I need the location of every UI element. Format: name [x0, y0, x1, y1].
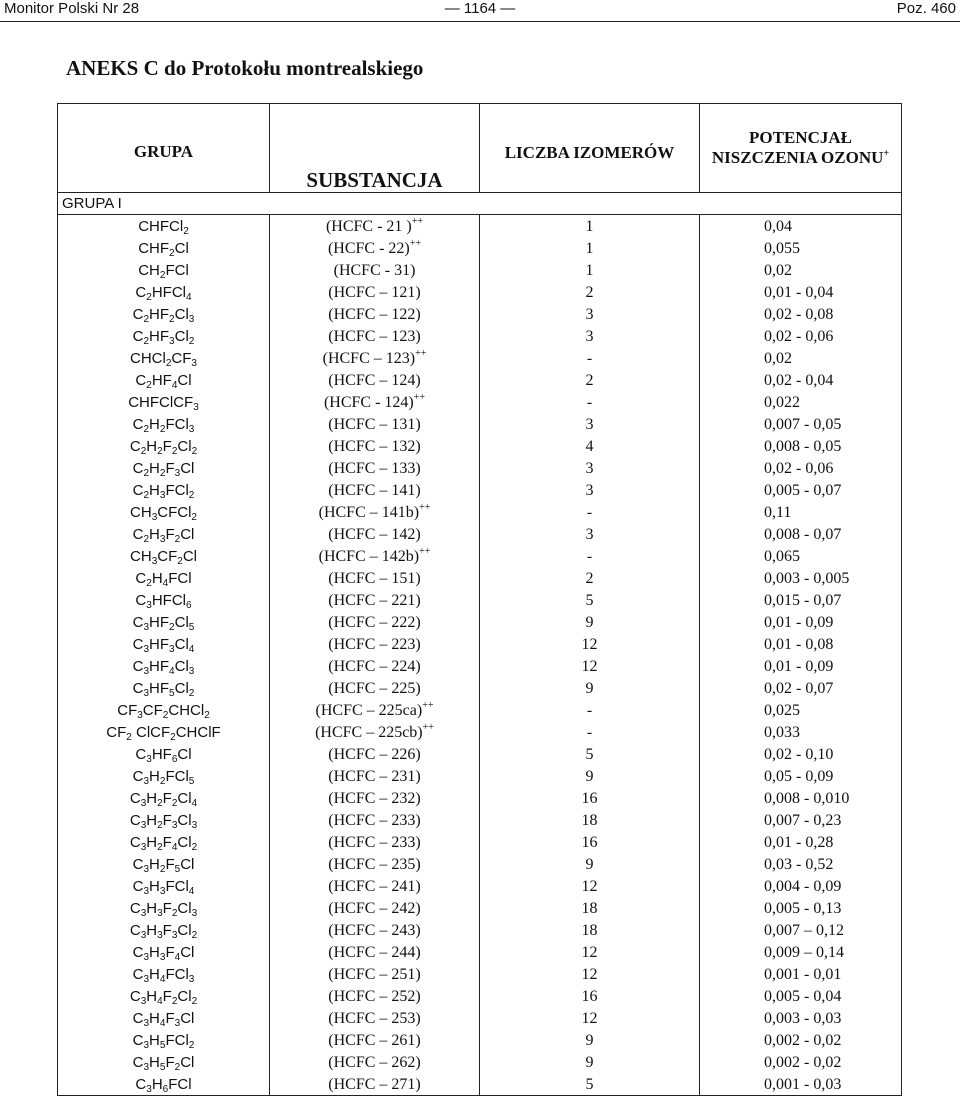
cell-substance: (HCFC – 222) [270, 611, 480, 633]
cell-substance: (HCFC – 262) [270, 1051, 480, 1073]
cell-formula: $C_2H_3FCl_2$ [58, 479, 270, 501]
cell-formula: $CH_3CF_2Cl$ [58, 545, 270, 567]
cell-isomers: - [480, 699, 700, 721]
table-row [58, 259, 902, 281]
cell-substance: (HCFC – 122) [270, 303, 480, 325]
cell-substance: (HCFC – 252) [270, 985, 480, 1007]
cell-substance: (HCFC – 231) [270, 765, 480, 787]
column-header-substance: SUBSTANCJA [270, 104, 480, 193]
table-row [58, 303, 902, 325]
cell-substance: (HCFC – 124) [270, 369, 480, 391]
cell-isomers: 12 [480, 875, 700, 897]
cell-ozone-potential: 0,002 - 0,02 [700, 1029, 902, 1051]
cell-isomers: 1 [480, 237, 700, 259]
cell-substance: (HCFC – 132) [270, 435, 480, 457]
cell-formula: $C_3H_5FCl_2$ [58, 1029, 270, 1051]
table-row [58, 567, 902, 589]
table-row [58, 655, 902, 677]
ozone-potential-mark: + [883, 148, 890, 159]
footnote-mark: ++ [422, 699, 434, 711]
cell-formula: $C_2H_4FCl$ [58, 567, 270, 589]
cell-formula: $C_2HF_2Cl_3$ [58, 303, 270, 325]
cell-formula: $C_3HF_2Cl_5$ [58, 611, 270, 633]
table-row [58, 413, 902, 435]
footnote-mark: ++ [413, 391, 426, 403]
table-row [58, 1029, 902, 1051]
cell-ozone-potential: 0,11 [700, 501, 902, 523]
cell-substance: (HCFC – 223) [270, 633, 480, 655]
cell-formula: $C_2H_3F_2Cl$ [58, 523, 270, 545]
column-header-ozone-potential [700, 104, 902, 193]
cell-ozone-potential: 0,007 - 0,05 [700, 413, 902, 435]
group-label: GRUPA I [58, 193, 902, 215]
table-row [58, 435, 902, 457]
footnote-mark: ++ [422, 721, 434, 733]
cell-isomers: - [480, 721, 700, 743]
cell-formula: $CF_3CF_2CHCl_2$ [58, 699, 270, 721]
cell-isomers: 1 [480, 259, 700, 281]
cell-isomers: 9 [480, 765, 700, 787]
cell-ozone-potential: 0,04 [700, 215, 902, 238]
cell-ozone-potential: 0,055 [700, 237, 902, 259]
cell-ozone-potential: 0,025 [700, 699, 902, 721]
cell-ozone-potential: 0,01 - 0,09 [700, 611, 902, 633]
cell-substance: (HCFC – 221) [270, 589, 480, 611]
cell-isomers: 9 [480, 677, 700, 699]
cell-isomers: - [480, 391, 700, 413]
cell-formula: CHFCl$_2$ [58, 215, 270, 238]
table-row [58, 1007, 902, 1029]
table-row [58, 633, 902, 655]
cell-isomers: 12 [480, 1007, 700, 1029]
cell-ozone-potential: 0,003 - 0,005 [700, 567, 902, 589]
table-body [58, 193, 902, 1096]
cell-ozone-potential: 0,02 - 0,07 [700, 677, 902, 699]
table-row [58, 809, 902, 831]
table-row [58, 457, 902, 479]
table-row [58, 963, 902, 985]
cell-substance: (HCFC – 261) [270, 1029, 480, 1051]
substance-table [57, 103, 902, 1096]
table-row [58, 765, 902, 787]
cell-ozone-potential: 0,008 - 0,05 [700, 435, 902, 457]
table-row [58, 523, 902, 545]
cell-substance: (HCFC – 121) [270, 281, 480, 303]
cell-formula: $CF_2$ ClCF$_2$CHClF [58, 721, 270, 743]
cell-substance: (HCFC – 271) [270, 1073, 480, 1096]
cell-isomers: 4 [480, 435, 700, 457]
cell-substance: (HCFC - 124)++ [270, 391, 480, 413]
cell-ozone-potential: 0,001 - 0,03 [700, 1073, 902, 1096]
cell-formula: $C_3H_5F_2Cl$ [58, 1051, 270, 1073]
table-row [58, 787, 902, 809]
cell-formula: $C_3H_3F_4Cl$ [58, 941, 270, 963]
table-row [58, 853, 902, 875]
cell-substance: (HCFC – 251) [270, 963, 480, 985]
table-row [58, 589, 902, 611]
cell-ozone-potential: 0,003 - 0,03 [700, 1007, 902, 1029]
cell-substance: (HCFC – 141b)++ [270, 501, 480, 523]
cell-ozone-potential: 0,02 - 0,06 [700, 325, 902, 347]
cell-substance: (HCFC – 142b)++ [270, 545, 480, 567]
cell-formula: $C_2H_2F_3Cl$ [58, 457, 270, 479]
cell-substance: (HCFC – 225) [270, 677, 480, 699]
ozone-potential-line1: POTENCJAŁ [749, 128, 852, 147]
cell-formula: $C_3HF_5Cl_2$ [58, 677, 270, 699]
cell-substance: (HCFC – 123)++ [270, 347, 480, 369]
cell-formula: $C_2HF_4Cl$ [58, 369, 270, 391]
cell-formula: $C_3H_6FCl$ [58, 1073, 270, 1096]
cell-formula: $C_3H_3F_2Cl_3$ [58, 897, 270, 919]
cell-isomers: 3 [480, 303, 700, 325]
position-number: Poz. 460 [896, 0, 956, 17]
cell-formula: $C_3H_4FCl_3$ [58, 963, 270, 985]
cell-substance: (HCFC – 243) [270, 919, 480, 941]
cell-formula: $C_2HF_3Cl_2$ [58, 325, 270, 347]
cell-isomers: 12 [480, 941, 700, 963]
table-row [58, 281, 902, 303]
cell-substance: (HCFC – 226) [270, 743, 480, 765]
cell-formula: $C_3HF_3Cl_4$ [58, 633, 270, 655]
cell-substance: (HCFC – 123) [270, 325, 480, 347]
cell-formula: $C_3H_4F_3Cl$ [58, 1007, 270, 1029]
cell-formula: $C_3H_4F_2Cl_2$ [58, 985, 270, 1007]
header-rule [0, 21, 960, 22]
cell-isomers: 3 [480, 457, 700, 479]
cell-ozone-potential: 0,001 - 0,01 [700, 963, 902, 985]
cell-formula: $CHCl_2CF_3$ [58, 347, 270, 369]
cell-ozone-potential: 0,02 - 0,04 [700, 369, 902, 391]
group-row [58, 193, 902, 215]
cell-substance: (HCFC - 31) [270, 259, 480, 281]
cell-isomers: 3 [480, 325, 700, 347]
cell-formula: $C_3H_2FCl_5$ [58, 765, 270, 787]
cell-ozone-potential: 0,01 - 0,08 [700, 633, 902, 655]
cell-isomers: - [480, 347, 700, 369]
table-row [58, 743, 902, 765]
cell-isomers: 1 [480, 215, 700, 238]
cell-isomers: - [480, 501, 700, 523]
table-row [58, 699, 902, 721]
cell-ozone-potential: 0,015 - 0,07 [700, 589, 902, 611]
table-row [58, 897, 902, 919]
cell-isomers: 3 [480, 479, 700, 501]
cell-ozone-potential: 0,01 - 0,09 [700, 655, 902, 677]
cell-ozone-potential: 0,033 [700, 721, 902, 743]
table-row [58, 237, 902, 259]
cell-isomers: 16 [480, 831, 700, 853]
footnote-mark: ++ [411, 215, 424, 227]
cell-isomers: 2 [480, 281, 700, 303]
cell-isomers: - [480, 545, 700, 567]
table-row [58, 677, 902, 699]
table-row [58, 721, 902, 743]
cell-substance: (HCFC – 235) [270, 853, 480, 875]
publication-name: Monitor Polski Nr 28 [4, 0, 140, 17]
cell-formula: $C_2H_2F_2Cl_2$ [58, 435, 270, 457]
cell-ozone-potential: 0,01 - 0,28 [700, 831, 902, 853]
cell-formula: $C_2HFCl_4$ [58, 281, 270, 303]
cell-ozone-potential: 0,005 - 0,07 [700, 479, 902, 501]
cell-substance: (HCFC – 141) [270, 479, 480, 501]
table-row [58, 325, 902, 347]
cell-isomers: 5 [480, 743, 700, 765]
cell-isomers: 9 [480, 1051, 700, 1073]
cell-formula: $C_3H_3FCl_4$ [58, 875, 270, 897]
cell-ozone-potential: 0,007 - 0,23 [700, 809, 902, 831]
cell-isomers: 9 [480, 853, 700, 875]
cell-isomers: 18 [480, 809, 700, 831]
footnote-mark: ++ [415, 347, 427, 359]
cell-ozone-potential: 0,02 - 0,08 [700, 303, 902, 325]
table-row [58, 1073, 902, 1096]
table-row [58, 479, 902, 501]
footnote-mark: ++ [419, 545, 431, 557]
table-row [58, 215, 902, 238]
ozone-potential-label: NISZCZENIA OZONU [711, 148, 884, 167]
table-row [58, 985, 902, 1007]
cell-formula: $C_3H_2F_4Cl_2$ [58, 831, 270, 853]
cell-isomers: 18 [480, 897, 700, 919]
table-row [58, 941, 902, 963]
cell-substance: (HCFC - 21 )++ [270, 215, 480, 238]
cell-isomers: 2 [480, 567, 700, 589]
cell-ozone-potential: 0,022 [700, 391, 902, 413]
table-row [58, 875, 902, 897]
cell-isomers: 5 [480, 1073, 700, 1096]
cell-substance: (HCFC – 244) [270, 941, 480, 963]
cell-substance: (HCFC – 225ca)++ [270, 699, 480, 721]
table-row [58, 501, 902, 523]
cell-ozone-potential: 0,065 [700, 545, 902, 567]
cell-ozone-potential: 0,05 - 0,09 [700, 765, 902, 787]
table-row [58, 831, 902, 853]
cell-ozone-potential: 0,002 - 0,02 [700, 1051, 902, 1073]
cell-substance: (HCFC – 232) [270, 787, 480, 809]
cell-isomers: 2 [480, 369, 700, 391]
cell-ozone-potential: 0,005 - 0,13 [700, 897, 902, 919]
cell-isomers: 16 [480, 985, 700, 1007]
cell-isomers: 3 [480, 413, 700, 435]
cell-formula: $CH_2FCl$ [58, 259, 270, 281]
cell-ozone-potential: 0,02 [700, 259, 902, 281]
cell-formula: $C_3H_3F_3Cl_2$ [58, 919, 270, 941]
table-row [58, 611, 902, 633]
cell-substance: (HCFC - 22)++ [270, 237, 480, 259]
cell-substance: (HCFC – 133) [270, 457, 480, 479]
cell-substance: (HCFC – 131) [270, 413, 480, 435]
cell-substance: (HCFC – 151) [270, 567, 480, 589]
table-row [58, 1051, 902, 1073]
table-row [58, 919, 902, 941]
cell-ozone-potential: 0,02 - 0,10 [700, 743, 902, 765]
cell-formula: $C_3H_2F_5Cl$ [58, 853, 270, 875]
cell-isomers: 5 [480, 589, 700, 611]
cell-substance: (HCFC – 233) [270, 831, 480, 853]
page-number: — 1164 — [444, 0, 516, 17]
table-row [58, 369, 902, 391]
footnote-mark: ++ [419, 501, 431, 513]
cell-ozone-potential: 0,02 [700, 347, 902, 369]
cell-isomers: 16 [480, 787, 700, 809]
cell-formula: $C_3HFCl_6$ [58, 589, 270, 611]
cell-isomers: 9 [480, 611, 700, 633]
cell-isomers: 18 [480, 919, 700, 941]
cell-isomers: 12 [480, 633, 700, 655]
cell-formula: $CH_3CFCl_2$ [58, 501, 270, 523]
cell-ozone-potential: 0,009 – 0,14 [700, 941, 902, 963]
cell-formula: $CHF_2Cl$ [58, 237, 270, 259]
cell-ozone-potential: 0,004 - 0,09 [700, 875, 902, 897]
ozone-potential-line2 [700, 148, 901, 168]
cell-ozone-potential: 0,03 - 0,52 [700, 853, 902, 875]
cell-substance: (HCFC – 233) [270, 809, 480, 831]
cell-ozone-potential: 0,007 – 0,12 [700, 919, 902, 941]
cell-ozone-potential: 0,008 - 0,07 [700, 523, 902, 545]
column-header-group: GRUPA [58, 104, 270, 193]
annex-title: ANEKS C do Protokołu montrealskiego [66, 56, 424, 80]
cell-formula: CHFClCF$_3$ [58, 391, 270, 413]
cell-formula: $C_3H_2F_2Cl_4$ [58, 787, 270, 809]
table-header-row [58, 104, 902, 193]
table-row [58, 545, 902, 567]
cell-ozone-potential: 0,008 - 0,010 [700, 787, 902, 809]
cell-substance: (HCFC – 142) [270, 523, 480, 545]
cell-substance: (HCFC – 241) [270, 875, 480, 897]
cell-isomers: 9 [480, 1029, 700, 1051]
cell-substance: (HCFC – 253) [270, 1007, 480, 1029]
cell-isomers: 3 [480, 523, 700, 545]
table-row [58, 391, 902, 413]
cell-substance: (HCFC – 242) [270, 897, 480, 919]
cell-substance: (HCFC – 225cb)++ [270, 721, 480, 743]
column-header-isomers: LICZBA IZOMERÓW [480, 104, 700, 193]
table-row [58, 347, 902, 369]
cell-formula: $C_2H_2FCl_3$ [58, 413, 270, 435]
cell-isomers: 12 [480, 963, 700, 985]
cell-ozone-potential: 0,01 - 0,04 [700, 281, 902, 303]
cell-formula: $C_3HF_4Cl_3$ [58, 655, 270, 677]
cell-ozone-potential: 0,02 - 0,06 [700, 457, 902, 479]
cell-isomers: 12 [480, 655, 700, 677]
page-header [0, 0, 960, 22]
cell-ozone-potential: 0,005 - 0,04 [700, 985, 902, 1007]
cell-formula: $C_3HF_6Cl$ [58, 743, 270, 765]
cell-formula: $C_3H_2F_3Cl_3$ [58, 809, 270, 831]
footnote-mark: ++ [409, 237, 422, 249]
cell-substance: (HCFC – 224) [270, 655, 480, 677]
